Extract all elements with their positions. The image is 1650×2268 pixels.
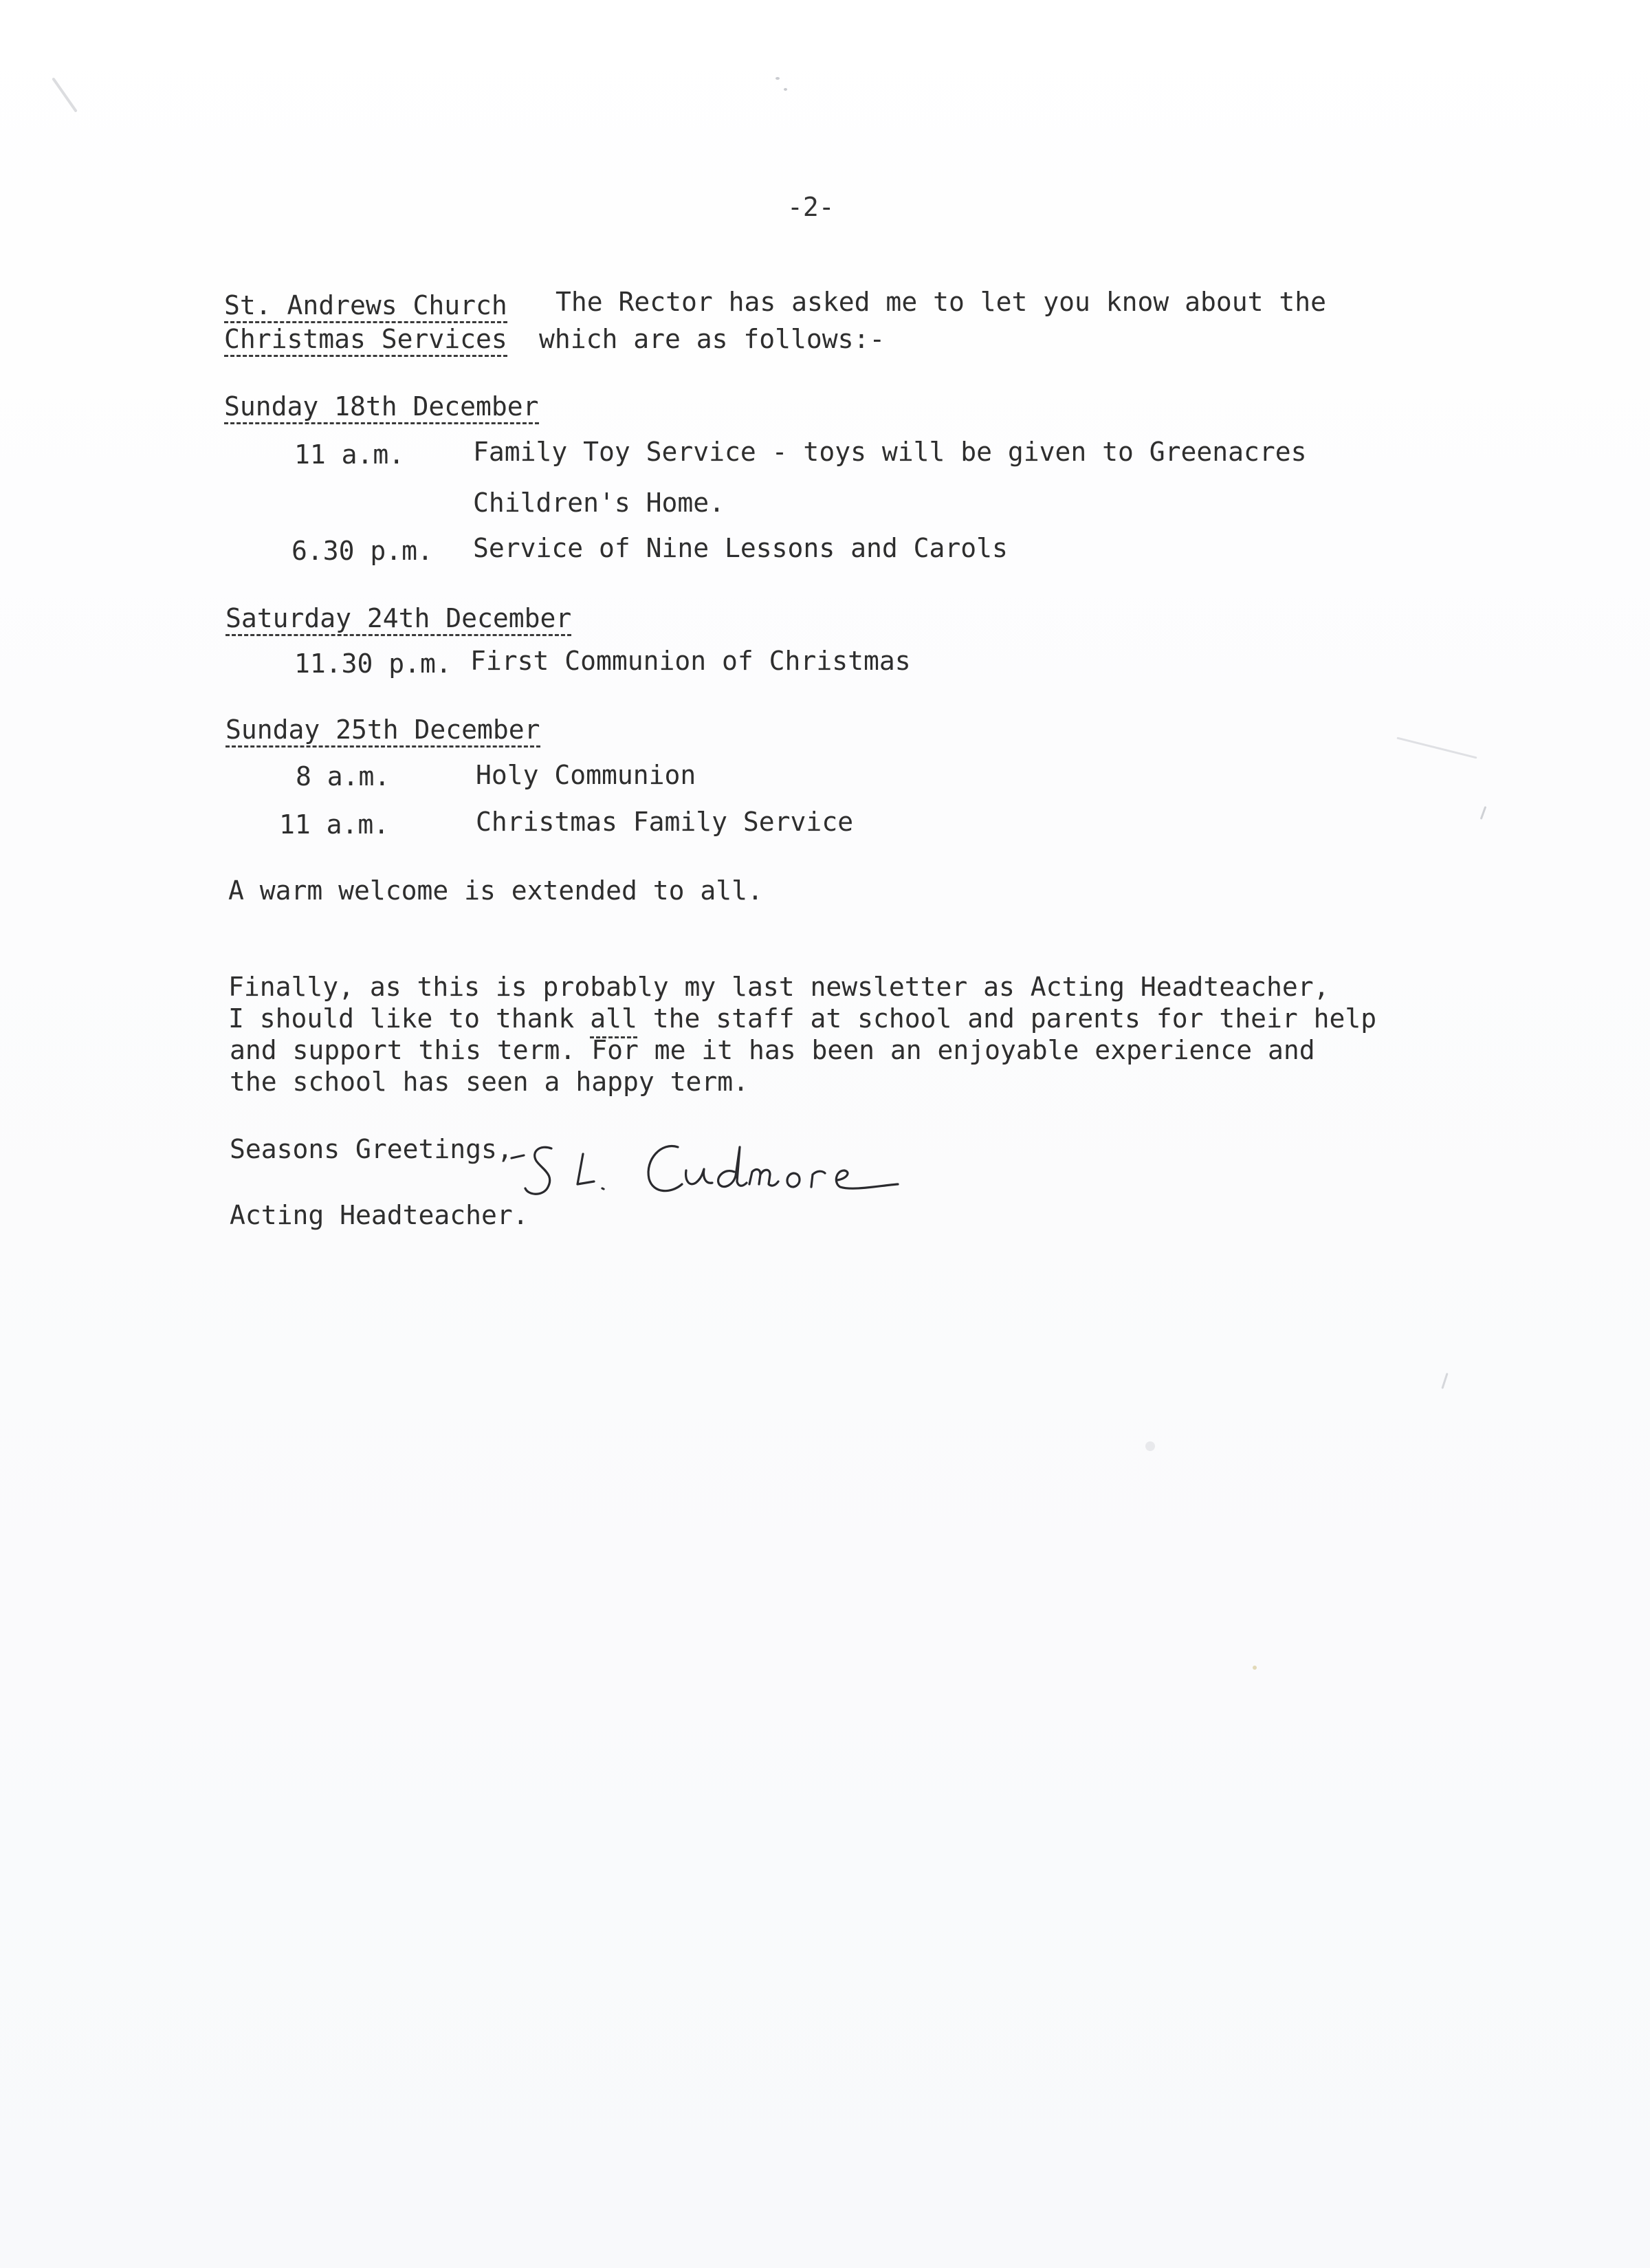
closing-emphasis: all [590,1003,637,1038]
service-date-saturday-24: Saturday 24th December [226,605,571,636]
closing-line-3: and support this term. For me it has been an enjoyable experience and [230,1035,1315,1065]
service-description: Service of Nine Lessons and Carols [473,533,1008,563]
service-time: 8 a.m. [296,761,390,792]
greeting: Seasons Greetings, [230,1134,513,1164]
intro-heading-services: Christmas Services [224,326,507,357]
service-description: Family Toy Service - toys will be given to Greenacres [473,437,1307,467]
page-number: -2- [787,192,835,222]
welcome-text: A warm welcome is extended to all. [228,875,763,906]
scan-mark [1441,1373,1448,1389]
service-date-sunday-25: Sunday 25th December [226,717,540,748]
service-description: Christmas Family Service [476,807,854,837]
service-time: 11.30 p.m. [294,648,452,679]
intro-text-line2: which are as follows:- [539,324,886,354]
scan-speck [784,88,787,91]
service-description: Holy Communion [476,760,696,790]
closing-line-2-start: I should like to thank [228,1003,591,1034]
scan-speck [776,77,780,80]
service-time: 11 a.m. [279,809,390,840]
service-time: 6.30 p.m. [292,536,433,566]
service-description: First Communion of Christmas [470,646,911,676]
service-date-sunday-18: Sunday 18th December [224,393,539,424]
handwritten-signature [509,1135,908,1224]
scan-mark [1480,806,1487,820]
scan-mark [1396,737,1477,759]
intro-text-line1: The Rector has asked me to let you know about the [556,287,1327,317]
service-time: 11 a.m. [294,439,405,470]
closing-line-4: the school has seen a happy term. [230,1067,749,1097]
intro-heading-church: St. Andrews Church [224,292,507,323]
service-description: Children's Home. [473,488,725,518]
scan-speck [1145,1441,1155,1451]
scan-speck [1253,1666,1257,1670]
closing-line-2-end: the staff at school and parents for their help [637,1003,1377,1034]
closing-line-1: Finally, as this is probably my last newsletter as Acting Headteacher, [228,972,1330,1002]
closing-line-2 [228,1005,1376,1032]
signoff: Acting Headteacher. [230,1200,529,1230]
scan-mark [52,77,78,112]
